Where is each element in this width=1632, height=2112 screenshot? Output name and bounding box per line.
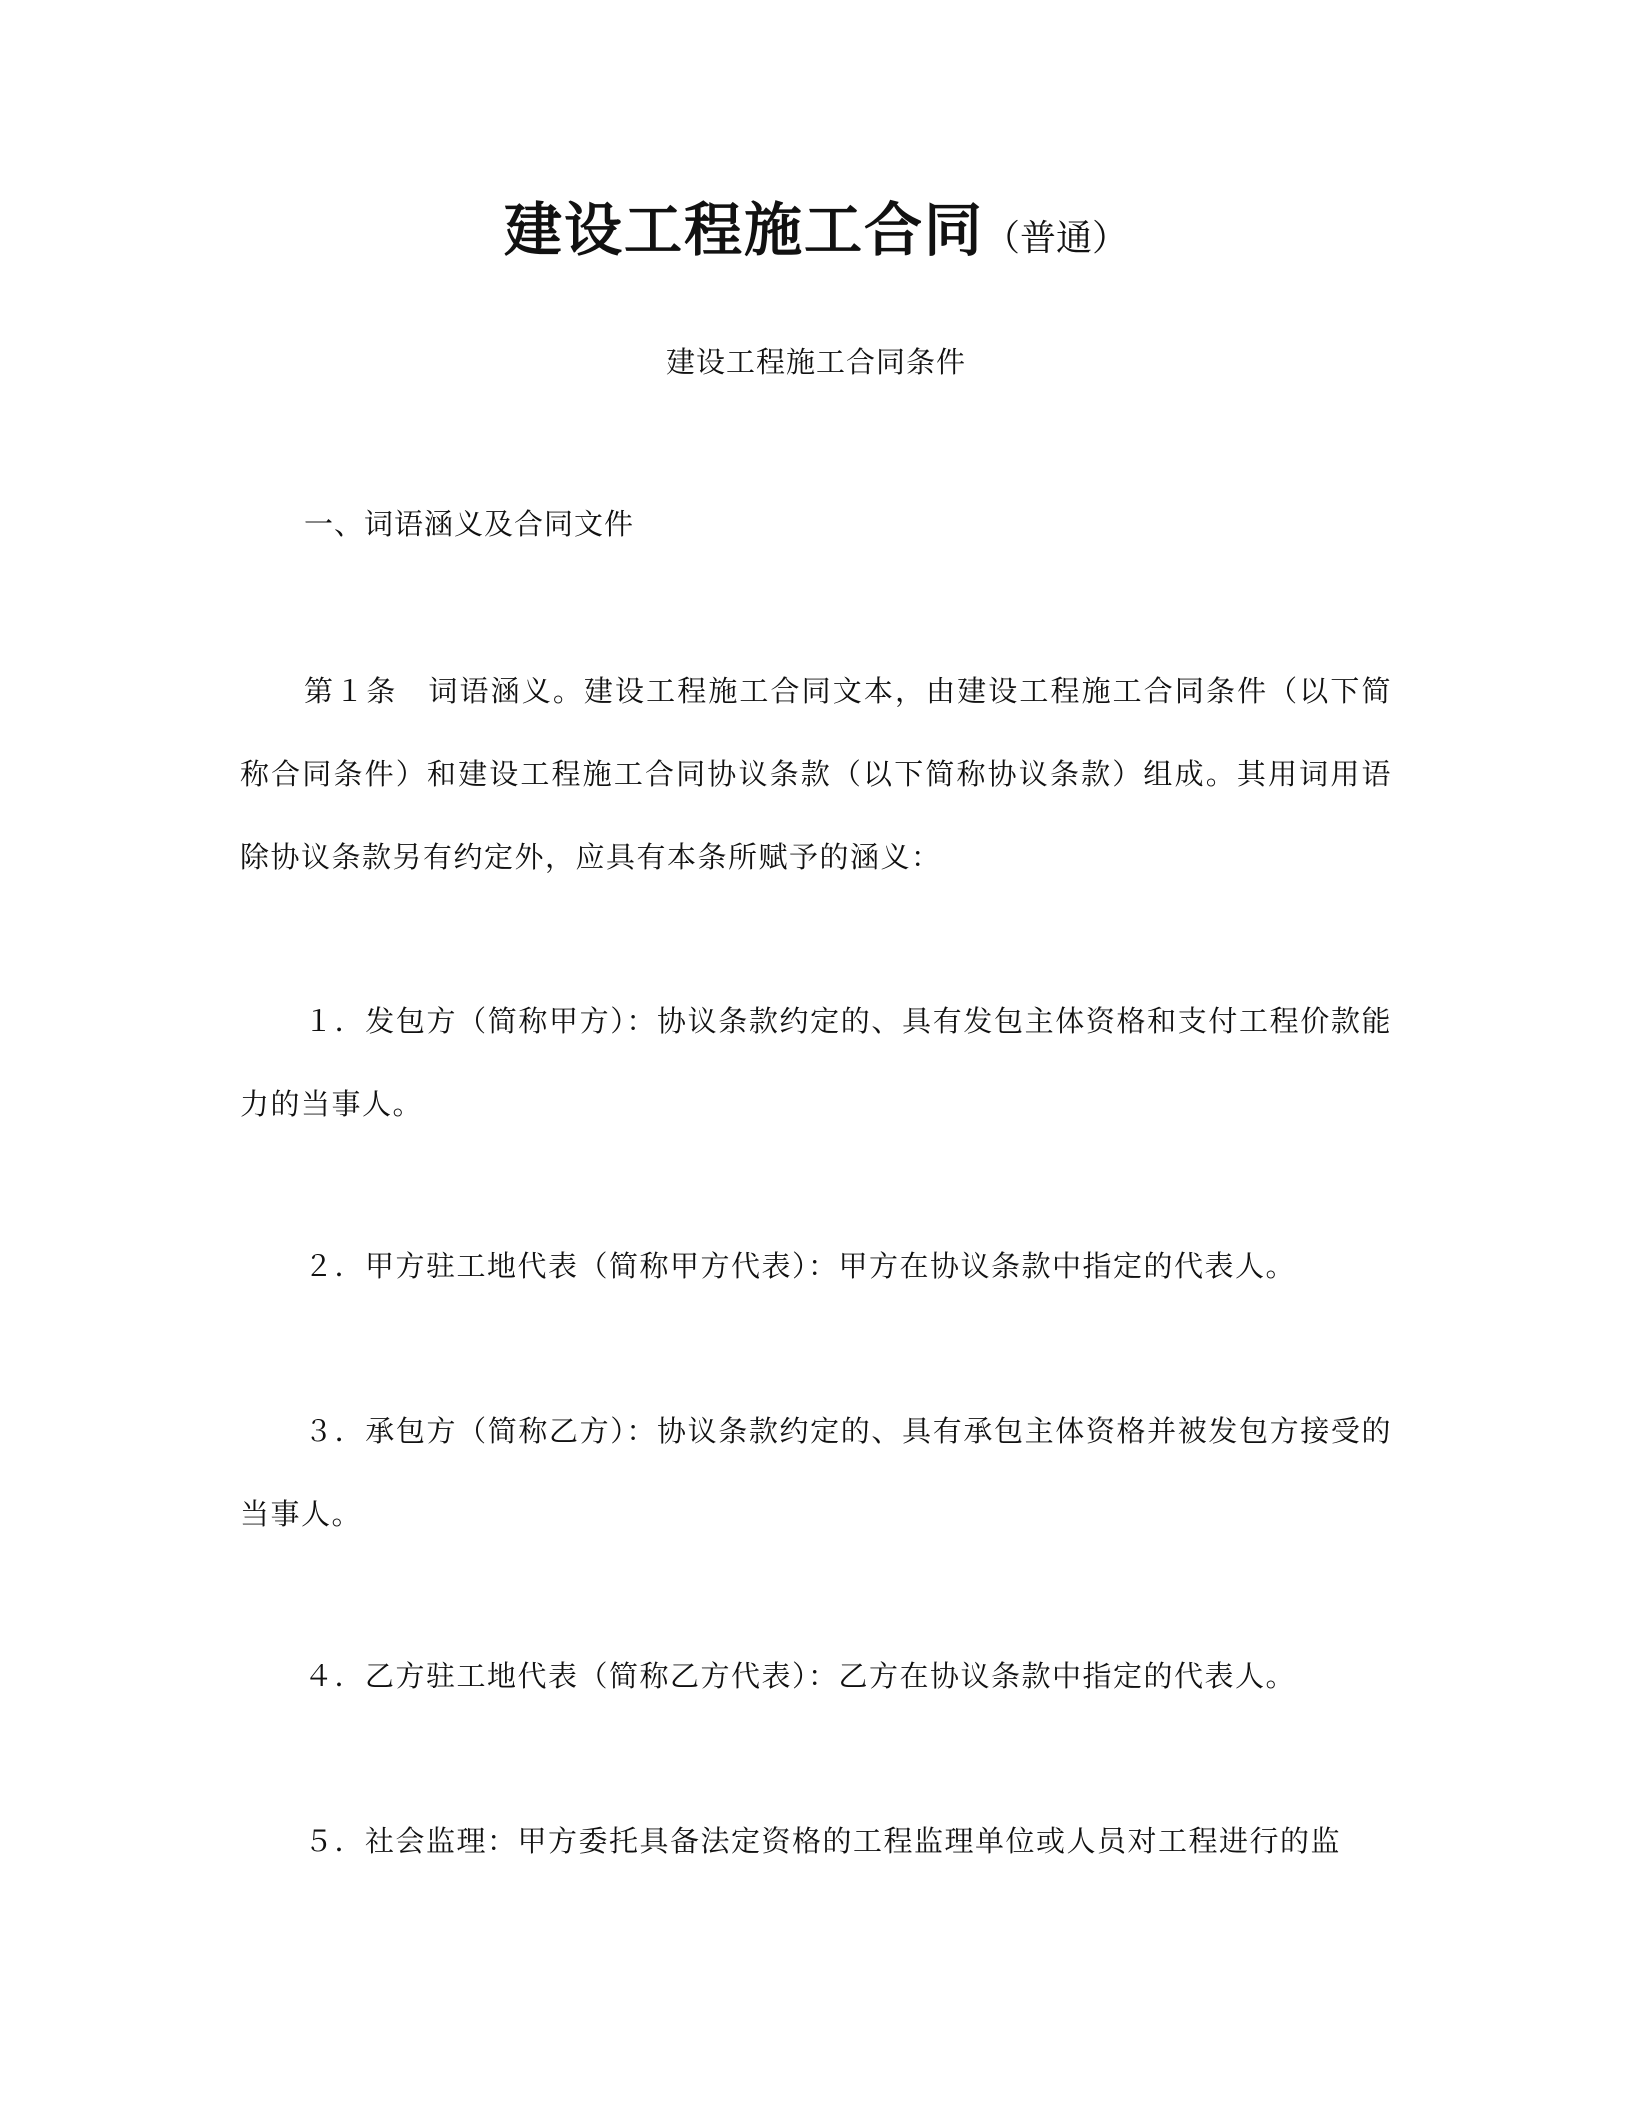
definition-item-5: ５．社会监理：甲方委托具备法定资格的工程监理单位或人员对工程进行的监	[304, 1824, 1342, 1858]
document-title-suffix: （普通）	[984, 218, 1129, 259]
article-1-paragraph: 第１条 词语涵义。建设工程施工合同文本，由建设工程施工合同条件（以下简称合同条件）和建设工程施工合同协议条款（以下简称协议条款）组成。其用词用语除协议条款另有约定外，应具有本条所赋予的涵义：	[240, 674, 1392, 874]
definition-item-3: ３．承包方（简称乙方）：协议条款约定的、具有承包主体资格并被发包方接受的当事人。	[240, 1414, 1392, 1531]
document-title	[0, 190, 1632, 279]
definition-item-4: ４．乙方驻工地代表（简称乙方代表）：乙方在协议条款中指定的代表人。	[304, 1659, 1297, 1693]
document-subtitle: 建设工程施工合同条件	[665, 345, 966, 379]
definition-item-1: １．发包方（简称甲方）：协议条款约定的、具有发包主体资格和支付工程价款能力的当事人。	[240, 1004, 1392, 1121]
section-heading: 一、词语涵义及合同文件	[304, 507, 635, 541]
definition-item-2: ２．甲方驻工地代表（简称甲方代表）：甲方在协议条款中指定的代表人。	[304, 1249, 1297, 1283]
document-title-main: 建设工程施工合同	[503, 196, 984, 264]
